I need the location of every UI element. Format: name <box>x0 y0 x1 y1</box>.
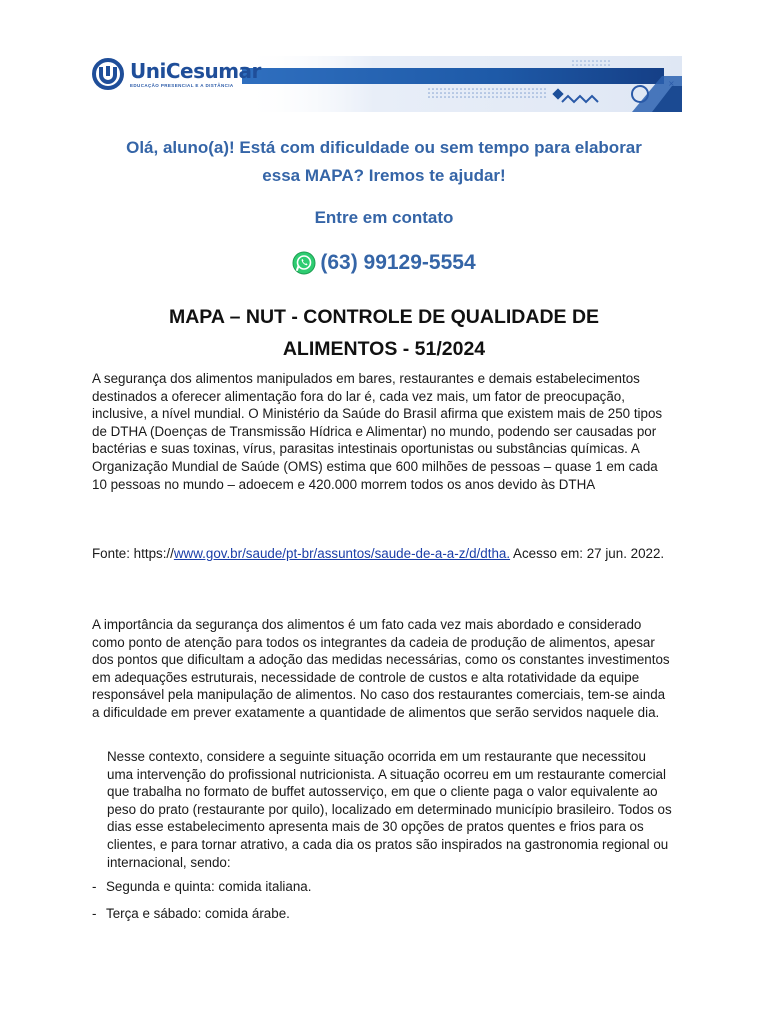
document-title-line-2: ALIMENTOS - 51/2024 <box>282 338 486 360</box>
phone-row <box>0 251 768 275</box>
list-bullet: - <box>92 879 97 894</box>
intro-line-2: essa MAPA? Iremos te ajudar! <box>262 166 506 185</box>
phone-number[interactable]: (63) 99129-5554 <box>320 251 476 274</box>
paragraph-2: A importância da segurança dos alimentos é um fato cada vez mais abordado e considerado como ponto de atenção para todos os integrantes da cadeia de produção de alimentos, apesar dos pontos que dificultam a adoção das medidas necessárias, como os constantes investimentos em adequações estruturais, necessidade de controle de custos e alta rotatividade da equipe responsável pela manipulação de alimentos. No caso dos restaurantes comerciais, tem-se ainda a dificuldade em prever exatamente a quantidade de alimentos que serão servidos naquele dia. <box>92 617 670 720</box>
logo <box>92 58 261 90</box>
list-bullet: - <box>92 906 97 921</box>
unicesumar-logo-icon <box>92 58 124 90</box>
document-title <box>92 301 676 365</box>
logo-name: UniCesumar <box>130 59 261 83</box>
paragraph-3: Nesse contexto, considere a seguinte situação ocorrida em um restaurante que necessitou uma intervenção do profissional nutricionista. A situação ocorreu em um restaurante comercial que trabalha no formato de buffet autosserviço, em que o cliente paga o valor equivalente ao peso do prato (restaurante por quilo), localizado em determinado município brasileiro. Todos os dias esse estabelecimento apresenta mais de 30 opções de pratos quentes e frios para os clientes, e para tornar atrativo, a cada dia os pratos são inspirados na gastronomia regional ou internacional, sendo: <box>107 749 672 870</box>
document-title-line-1: MAPA – NUT - CONTROLE DE QUALIDADE DE <box>168 306 600 328</box>
source-suffix: Acesso em: 27 jun. 2022. <box>510 546 665 561</box>
whatsapp-icon <box>292 251 316 275</box>
list-item <box>92 906 290 921</box>
source-citation <box>92 545 672 563</box>
logo-tagline: EDUCAÇÃO PRESENCIAL E A DISTÂNCIA <box>130 83 234 88</box>
svg-text:×: × <box>668 79 675 88</box>
paragraph-1: A segurança dos alimentos manipulados em bares, restaurantes e demais estabelecimentos destinados a oferecer alimentação fora do lar é, cada vez mais, um fator de preocupação, inclusive, a nível mundial. O Ministério da Saúde do Brasil afirma que existem mais de 250 tipos de DTHA (Doenças de Transmissão Hídrica e Alimentar) no mundo, podendo ser causadas por bactérias e suas toxinas, vírus, parasitas intestinais oportunistas ou substâncias químicas. A Organização Mundial de Saúde (OMS) estima que 600 milhões de pessoas – quase 1 em cada 10 pessoas no mundo – adoecem e 420.000 morrem todos os anos devido às DTHA <box>92 371 663 492</box>
contact-label: Entre em contato <box>314 208 454 227</box>
source-prefix: Fonte: https:// <box>92 546 174 561</box>
list-item-text: Terça e sábado: comida árabe. <box>106 906 290 921</box>
list-item-text: Segunda e quinta: comida italiana. <box>106 879 312 894</box>
intro-message <box>92 134 676 190</box>
intro-line-1: Olá, aluno(a)! Está com dificuldade ou sem tempo para elaborar <box>126 138 642 157</box>
source-link[interactable]: www.gov.br/saude/pt-br/assuntos/saude-de-a-a-z/d/dtha. <box>173 546 511 561</box>
list-item <box>92 879 311 894</box>
